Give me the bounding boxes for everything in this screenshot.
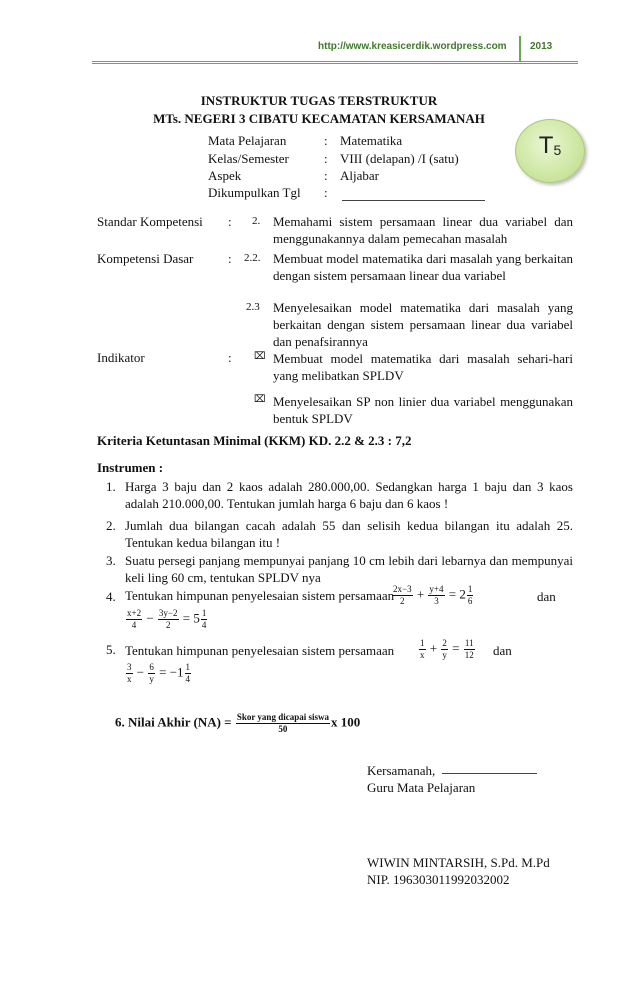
na-suffix: x 100 [330,714,361,730]
question-5-line1 [125,643,394,659]
subject-value: Matematika [340,133,403,148]
signature-name: WIWIN MINTARSIH, S.Pd. M.Pd [367,855,550,870]
school-title: MTs. NEGERI 3 CIBATU KECAMATAN KERSAMANAH [153,111,485,126]
fraction: $\frac{1}{x}$ [420,638,425,660]
kd-number: 2.3 [246,301,260,313]
fraction: $\frac{2}{y}$ [442,638,447,660]
fraction: $\frac{3}{x}$ [127,662,132,684]
question-number: 3. [106,553,116,568]
question-text: Tentukan himpunan penyelesaian sistem persamaan [125,588,395,603]
fraction: $\frac{6}{y}$ [149,662,154,684]
checkbox-x-icon: ⌧ [254,351,266,362]
signature-nip: NIP. 196303011992032002 [367,872,510,887]
colon: : [324,133,328,148]
header-rule [92,61,578,62]
header-divider [519,36,521,62]
sk-text: Memahami sistem persamaan linear dua variabel dan menggunakannya dalam pemecahan masalah [273,214,573,246]
equation: $\frac{2x-3}{2}$ + $\frac{y+4}{3}$ = 2 $\frac{1}{6}$ [393,584,473,606]
question-number: 1. [106,479,116,494]
header-url: http://www.kreasicerdik.wordpress.com [318,41,507,52]
signature-role: Guru Mata Pelajaran [367,780,476,795]
colon: : [324,151,328,166]
date-blank-line [342,199,485,201]
question-number: 5. [106,642,116,657]
sk-number: 2. [252,215,261,227]
kd-label: Kompetensi Dasar [97,251,194,266]
kd-text: Menyelesaikan model matematika dari masalah yang berkaitan dengan sistem persamaan linear dua variabel dan penafsirannya [273,300,573,349]
question-text: Harga 3 baju dan 2 kaos adalah 280.000,00. Sedangkan harga 1 baju dan 3 kaos adalah 210.000,00. Tentukan jumlah harga 6 baju dan 6 kaos ! [125,479,573,511]
na-prefix: 6. Nilai Akhir (NA) = [115,714,232,730]
equation: $\frac{x+2}{4}$ − $\frac{3y-2}{2}$ = 5 $\frac{1}{4}$ [127,608,207,630]
conjunction: dan [537,589,556,604]
question-text: Jumlah dua bilangan cacah adalah 55 dan selisih kedua bilangan itu adalah 25. Tentukan kedua bilangan itu ! [125,518,573,550]
header-year: 2013 [530,41,553,52]
aspect-value: Aljabar [340,168,379,183]
question-4-line1 [125,588,394,604]
question-number: 2. [106,518,116,533]
indikator-label: Indikator [97,350,145,365]
kkm-heading: Kriteria Ketuntasan Minimal (KKM) KD. 2.2 & 2.3 : 7,2 [97,433,412,448]
fraction: $\frac{x+2}{4}$ [127,608,142,630]
kd-number: 2.2. [244,252,261,264]
fraction: $\frac{\text{Skor yang dicapai siswa}}{50}$ [236,712,329,734]
fraction: $\frac{1}{6}$ [467,584,473,606]
conjunction: dan [493,643,512,658]
instrumen-heading: Instrumen : [97,460,164,475]
colon: : [228,214,232,229]
date-label: Dikumpulkan Tgl [208,185,301,200]
question-text: Tentukan himpunan penyelesaian sistem persamaan [125,643,395,658]
fraction: $\frac{1}{4}$ [185,662,191,684]
fraction: $\frac{2x-3}{2}$ [393,584,412,606]
kd-text: Membuat model matematika dari masalah yang berkaitan dengan sistem persamaan linear dua variabel [273,251,573,283]
indikator-text: Menyelesaikan SP non linier dua variabel menggunakan bentuk SPLDV [273,394,573,426]
question-text: Suatu persegi panjang mempunyai panjang 10 cm lebih dari lebarnya dan mempunyai keli ling 60 cm, tentukan SPLDV nya [125,553,573,585]
signature-place: Kersamanah, [367,763,436,778]
equation: $\frac{3}{x}$ − $\frac{6}{y}$ = −1 $\frac{1}{4}$ [127,662,191,684]
fraction: $\frac{y+4}{3}$ [429,584,444,606]
fraction: $\frac{3y-2}{2}$ [158,608,178,630]
fraction: $\frac{11}{12}$ [464,638,474,660]
sk-label: Standar Kompetensi [97,214,203,229]
equation: $\frac{1}{x}$ + $\frac{2}{y}$ = $\frac{11}{12}$ [420,638,474,660]
checkbox-x-icon: ⌧ [254,394,266,405]
colon: : [228,251,232,266]
task-badge-label: $T_5$ [538,132,562,159]
colon: : [228,350,232,365]
class-value: VIII (delapan) /I (satu) [340,151,459,166]
aspect-label: Aspek [208,168,242,183]
question-number: 4. [106,589,116,604]
colon: : [324,185,328,200]
document-title: INSTRUKTUR TUGAS TERSTRUKTUR [200,93,438,108]
colon: : [324,168,328,183]
signature-date-line [442,773,537,774]
fraction: $\frac{1}{4}$ [201,608,207,630]
subject-label: Mata Pelajaran [208,133,287,148]
class-label: Kelas/Semester [208,151,289,166]
nilai-akhir-formula [115,712,360,735]
indikator-text: Membuat model matematika dari masalah sehari-hari yang melibatkan SPLDV [273,351,573,383]
header-rule-2 [92,63,578,64]
